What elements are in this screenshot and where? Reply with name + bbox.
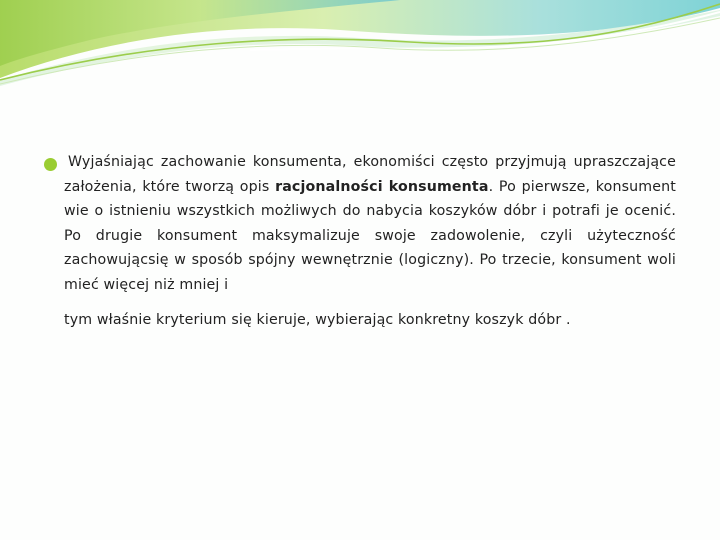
paragraph-text-part-1: Wyjaśniając zachowanie konsumenta, ekonomiści często przyjmują upraszczające założenia, które tworzą opis [64,154,676,195]
bold-term: racjonalności konsumenta [275,178,489,195]
bullet-dot-icon [44,158,57,171]
slide-content [44,150,676,332]
paragraph-text-part-2: . Po pierwsze, konsument wie o istnieniu wszystkich możliwych do nabycia koszyków dóbr i potrafi je ocenić. Po drugie konsument maksymalizuje swoje zadowolenie, czyli użyteczność zachowującsię w sposób spójny wewnętrznie (logiczny). Po trzecie, konsument woli mieć więcej niż mniej i [64,178,676,293]
paragraph-last-line: tym właśnie kryterium się kieruje, wybierając konkretny koszyk dóbr . [64,311,571,328]
body-paragraph [64,150,676,298]
header-wave-decoration [0,0,720,110]
